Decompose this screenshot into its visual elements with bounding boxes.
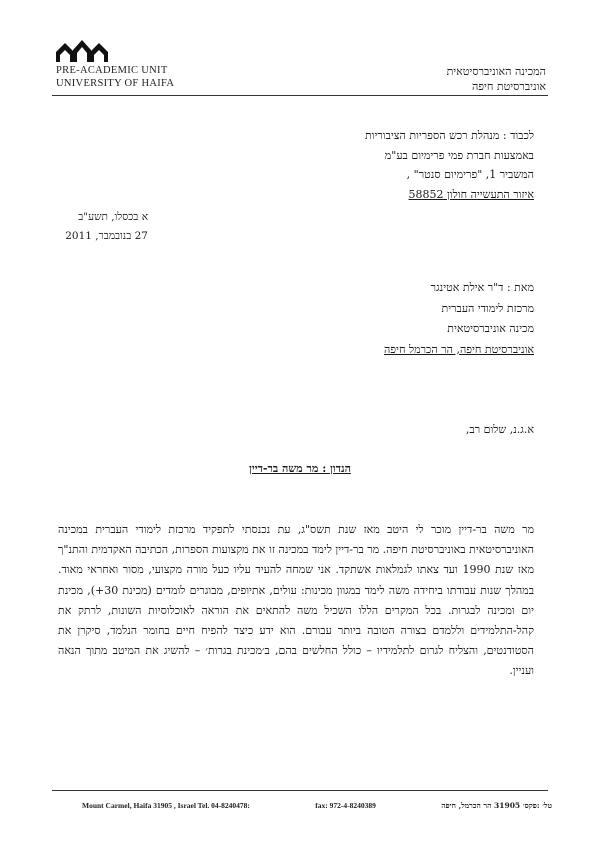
recipient-line: לכבוד : מנהלת רכש הספריות הציבוריות (364, 129, 534, 142)
recipient-line: איזור התעשייה חולון 58852 (408, 187, 534, 201)
university-logo-icon (56, 38, 108, 62)
letterhead-unit: PRE-ACADEMIC UNIT (56, 65, 168, 76)
letter-body (58, 520, 534, 682)
footer-fax: fax: 972-4-8240389 (315, 801, 376, 810)
sender-block (214, 278, 534, 360)
letterhead-university-hebrew: אוניברסיטת חיפה (471, 80, 546, 93)
header-divider (52, 95, 548, 96)
greeting: א.ג.נ, שלום רב, (465, 423, 534, 436)
footer-address-english: Mount Carmel, Haifa 31905 , Israel Tel. 04-8240478: (82, 801, 250, 810)
sender-line: אוניברסיטת חיפה, הר הכרמל חיפה (383, 342, 534, 356)
english-letterhead (56, 64, 174, 90)
recipient-line: באמצעות חברת פמי פרימיום בע"מ (384, 148, 534, 162)
sender-line: מרכזת לימודי העברית (441, 301, 534, 315)
sender-line: מכינה אוניברסיטאית (447, 322, 534, 335)
footer-divider (52, 790, 548, 791)
recipient-block (194, 126, 534, 204)
letterhead-university: UNIVERSITY OF HAIFA (56, 78, 175, 89)
footer-address-hebrew: טל׳ :פקס׳ 31905 הר הכרמל, חיפה (441, 801, 552, 810)
sender-line: מאת : ד"ר אילת אטינגר (430, 281, 534, 294)
hebrew-letterhead (306, 64, 546, 94)
body-paragraph: מר משה בר-דיין מוכר לי היטב מאז שנת תשס"ג, עת נכנסתי לתפקיד מרכזת לימודי העברית במכינה האוניברסיטאית באוניברסיטת חיפה. מר בר-דיין לימד במכינה זו את מקצועות הספרות, הכתיבה האקדמית והתנ"ך מאז שנת 1990 ועד צאתו לגמלאות אשתקד. אני שמחה להעיד עליו כעל מורה מקצועי, מסור ואחראי מאוד. במהלך שנות עבודתו ביחידה משה לימד במגוון מכינות: עולים, אתיופים, מבוגרים לומדים (מכינת 30+), מכינת יום ומכינה לבגרות. בכל המקרים הללו השכיל משה להתאים את הוראה לאוכלוסיות השונות, לרתק את קהל-התלמידים וללמדם בצורה הטובה ביותר עבורם. הוא ידע כיצד להפיח חיים בחומר הנלמד, סיקרן את הסטודנטים, והצליח לגרום לתלמידיו – כולל החלשים בהם, ב׳מכינת בגרות׳ – להשיג את המיטב מתוך הנאה ועניין. (58, 523, 534, 678)
footer (82, 801, 552, 810)
subject-line: הנדון : מר משה בר-דיין (249, 462, 351, 475)
recipient-line: המשביר 1, "פרימיום סנטר" , (406, 168, 534, 181)
hebrew-date: א בכסלו, תשע"ב (78, 211, 148, 223)
gregorian-date: 27 בנובמבר, 2011 (65, 230, 148, 242)
letterhead-unit-hebrew: המכינה האוניברסיטאית (446, 65, 546, 78)
date-block (48, 208, 148, 246)
